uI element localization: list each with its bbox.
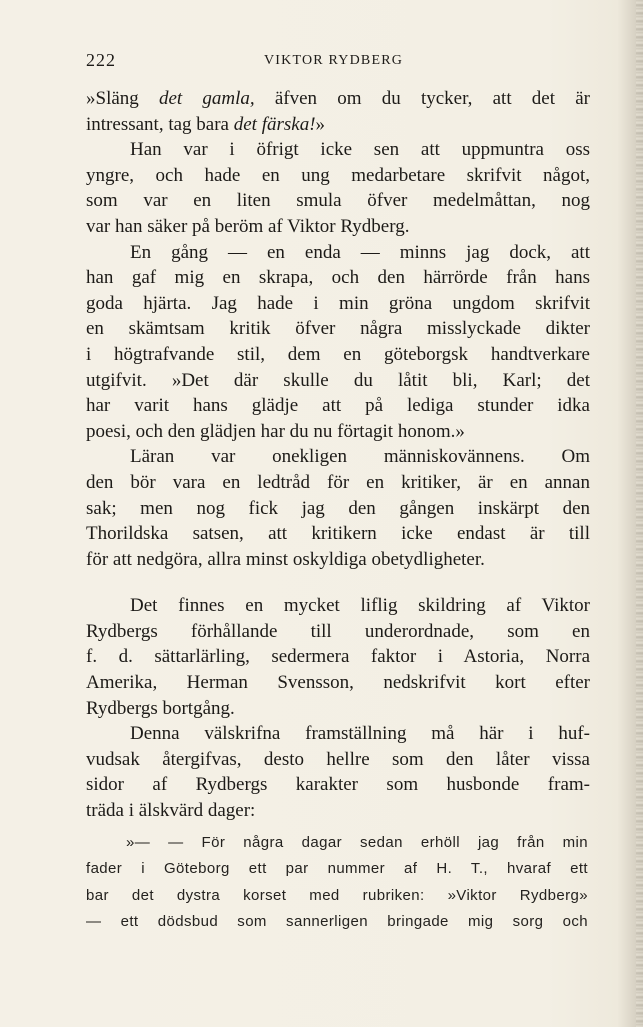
page-header	[86, 50, 590, 74]
text-line: poesi, och den glädjen har du nu förtagit honom.»	[86, 420, 465, 442]
text-line: den bör vara en ledtråd för en kritiker, är en annan	[86, 471, 590, 493]
text-line: träda i älskvärd dager:	[86, 800, 256, 822]
running-head: VIKTOR RYDBERG	[264, 53, 404, 68]
text-line: en skämtsam kritik öfver några misslyckade dikter	[86, 318, 590, 340]
page-number: 222	[86, 50, 116, 70]
text-line: har varit hans glädje att på lediga stunder idka	[86, 395, 590, 417]
text-line: som var en liten smula öfver medelmåttan, nog	[86, 190, 590, 212]
text-line: utgifvit. »Det där skulle du låtit bli, Karl; det	[86, 369, 590, 391]
text-line: f. d. sättarlärling, sedermera faktor i Astoria, Norra	[86, 646, 590, 668]
text-line: Han var i öfrigt icke sen att uppmuntra oss	[130, 139, 590, 161]
body-text	[86, 86, 590, 824]
text-line: Rydbergs förhållande till underordnade, som en	[86, 620, 590, 642]
text-line: sak; men nog fick jag den gången inskärpt den	[86, 497, 590, 519]
text-line: sidor af Rydbergs karakter som husbonde fram-	[86, 774, 590, 796]
text-line: Rydbergs bortgång.	[86, 697, 235, 719]
text-line: En gång — en enda — minns jag dock, att	[130, 241, 590, 263]
quote-line: »— — För några dagar sedan erhöll jag från min	[126, 834, 588, 851]
text-line: »Släng det gamla, äfven om du tycker, att det är	[86, 88, 590, 109]
text-line: var han säker på beröm af Viktor Rydberg.	[86, 215, 410, 237]
text-line: Thorildska satsen, att kritikern icke endast är till	[86, 523, 590, 545]
text-line: Läran var onekligen människovännens. Om	[130, 446, 590, 468]
page-edge	[636, 0, 643, 1027]
text-line: han gaf mig en skrapa, och den härrörde från hans	[86, 267, 590, 289]
quote-line: — ett dödsbud som sannerligen bringade mig sorg och	[86, 912, 588, 930]
text-line: intressant, tag bara det färska!»	[86, 113, 326, 135]
section-gap	[86, 572, 590, 593]
text-line: Det finnes en mycket liflig skildring af Viktor	[130, 595, 590, 617]
text-line: vudsak återgifvas, desto hellre som den låter vissa	[86, 748, 590, 770]
text-line: för att nedgöra, allra minst oskyldiga obetydligheter.	[86, 548, 485, 570]
text-line: Denna välskrifna framställning må här i huf-	[130, 723, 590, 745]
quotation-block	[86, 830, 588, 935]
text-line: yngre, och hade en ung medarbetare skrifvit något,	[86, 164, 590, 186]
quote-line: fader i Göteborg ett par nummer af H. T., hvaraf ett	[86, 860, 588, 878]
text-line: i högtrafvande stil, dem en göteborgsk handtverkare	[86, 343, 590, 365]
quote-line: bar det dystra korset med rubriken: »Viktor Rydberg»	[86, 886, 588, 904]
text-line: Amerika, Herman Svensson, nedskrifvit kort efter	[86, 672, 590, 694]
text-line: goda hjärta. Jag hade i min gröna ungdom skrifvit	[86, 292, 590, 314]
